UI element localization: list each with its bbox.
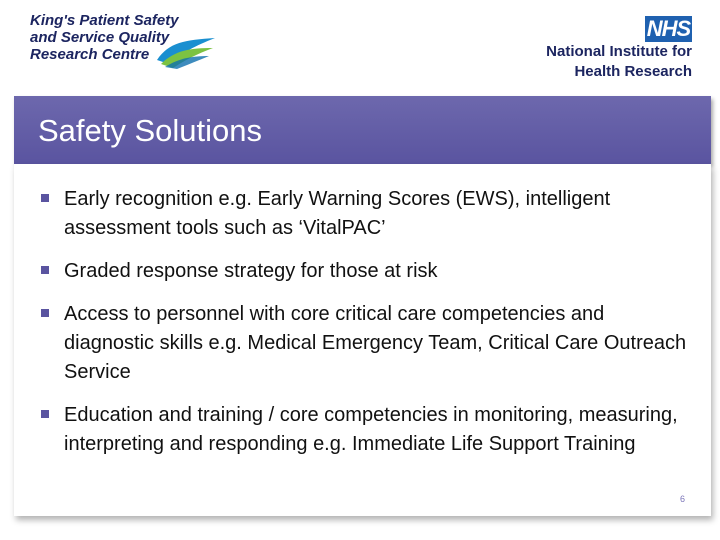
swoosh-icon bbox=[155, 34, 217, 70]
kings-logo-line-1: King's Patient Safety bbox=[30, 12, 179, 29]
bullet-item bbox=[38, 257, 698, 286]
title-band bbox=[14, 96, 711, 164]
bullet-text: Graded response strategy for those at risk bbox=[64, 260, 438, 282]
nihr-logo-line-2: Health Research bbox=[574, 63, 692, 80]
nihr-logo-text bbox=[546, 42, 692, 82]
content-box bbox=[14, 164, 711, 516]
slide-title: Safety Solutions bbox=[38, 113, 263, 148]
kings-logo bbox=[30, 12, 230, 82]
bullet-item bbox=[38, 300, 698, 387]
nihr-logo bbox=[492, 16, 692, 80]
bullet-text: Access to personnel with core critical care competencies and diagnostic skills e.g. Medical Emergency Team, Critical Care Outreach Service bbox=[64, 303, 687, 383]
kings-logo-line-3: Research Centre bbox=[30, 46, 150, 63]
bullet-text: Early recognition e.g. Early Warning Scores (EWS), intelligent assessment tools such as ‘VitalPAC’ bbox=[64, 188, 611, 239]
bullet-list bbox=[38, 185, 698, 473]
bullet-item bbox=[38, 401, 698, 459]
bullet-item bbox=[38, 185, 698, 243]
bullet-text: Education and training / core competencies in monitoring, measuring, interpreting and responding e.g. Immediate Life Support Training bbox=[64, 404, 678, 455]
page-number: 6 bbox=[679, 494, 685, 504]
kings-logo-line-2: and Service Quality bbox=[30, 29, 170, 46]
square-bullet-icon bbox=[41, 309, 49, 317]
nhs-badge: NHS bbox=[646, 16, 691, 41]
square-bullet-icon bbox=[41, 410, 49, 418]
nihr-logo-line-1: National Institute for bbox=[546, 43, 692, 60]
square-bullet-icon bbox=[41, 194, 49, 202]
square-bullet-icon bbox=[41, 266, 49, 274]
